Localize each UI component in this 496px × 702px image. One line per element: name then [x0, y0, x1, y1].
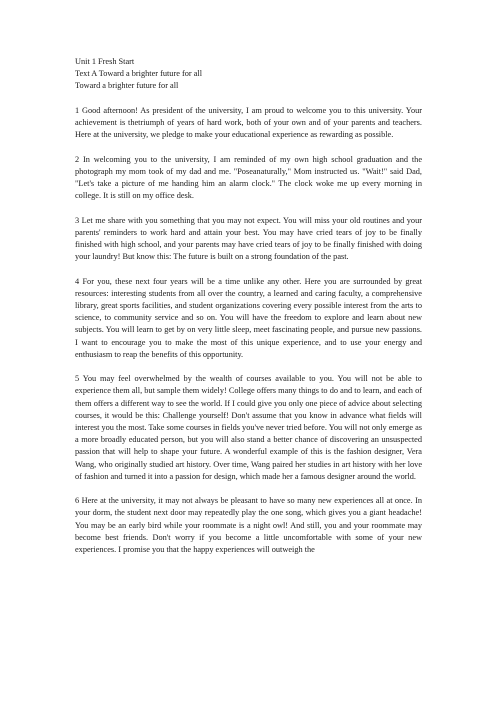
document-subtitle: Toward a brighter future for all — [75, 81, 179, 91]
paragraph-2: 2 In welcoming you to the university, I am reminded of my own high school graduation and the photograph my mom took of my dad and me. "Poseanaturally," Mom instructed us. "Wait!" said Dad, "Let's take a picture of me handing him an alarm clock." The clock woke me up every morning in college. It is still on my office desk. — [75, 154, 422, 201]
paragraph-5: 5 You may feel overwhelmed by the wealth of courses available to you. You will not be able to experience them all, but sample them widely! College offers many things to do and to learn, and each of them offers a different way to see the world. If I could give you only one piece of advice about selecting courses, it would be this: Challenge yourself! Don't assume that you know in advance what fields will interest you the most. Take some courses in fields you've never tried before. You will not only emerge as a more broadly educated person, but you will also stand a better chance of discovering an unsuspected passion that will help to shape your future. A wonderful example of this is the fashion designer, Vera Wang, who originally studied art history. Over time, Wang paired her studies in art history with her love of fashion and turned it into a passion for design, which made her a famous designer around the world. — [75, 374, 422, 481]
paragraph-1: 1 Good afternoon! As president of the university, I am proud to welcome you to this university. Your achievement is thetriumph of years of hard work, both of your own and of your parents and teachers. Here at the university, we pledge to make your educational experience as rewarding as possible. — [75, 105, 422, 140]
document-body — [75, 56, 422, 556]
unit-title: Unit 1 Fresh Start — [75, 57, 135, 66]
paragraph-4: 4 For you, these next four years will be a time unlike any other. Here you are surrounded by great resources: interesting students from all over the country, a learned and caring faculty, a comprehensive library, great sports facilities, and student organizations covering every possible interest from the arts to science, to community service and so on. You will have the freedom to explore and learn about new subjects. You will learn to get by on very little sleep, meet fascinating people, and pursue new passions. I want to encourage you to make the most of this unique experience, and to use your energy and enthusiasm to reap the benefits of this opportunity. — [75, 276, 422, 359]
paragraph-3: 3 Let me share with you something that you may not expect. You will miss your old routines and your parents' reminders to work hard and attain your best. You may have cried tears of joy to be finally finished with high school, and your parents may have cried tears of joy to be finally finished with doing your laundry! But know this: The future is built on a strong foundation of the past. — [75, 215, 422, 262]
text-title: Text A Toward a brighter future for all — [75, 69, 203, 79]
paragraph-6: 6 Here at the university, it may not always be pleasant to have so many new experiences all at once. In your dorm, the student next door may repeatedly play the one song, which gives you a giant headache! You may be an early bird while your roommate is a night owl! And still, you and your roommate may become best friends. Don't worry if you become a little uncomfortable with some of your new experiences. I promise you that the happy experiences will outweigh the — [75, 496, 422, 555]
